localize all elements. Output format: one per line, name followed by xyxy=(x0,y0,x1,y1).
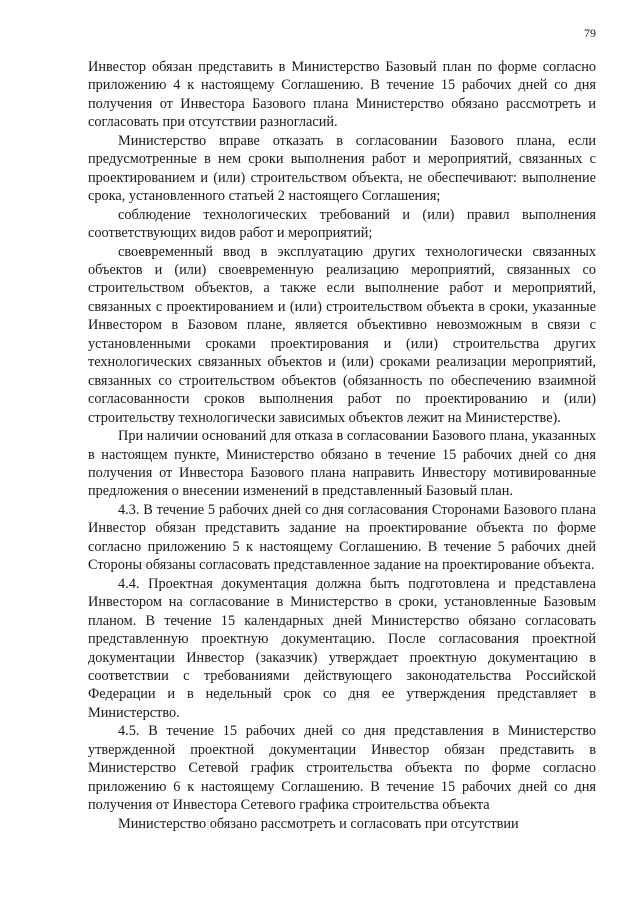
paragraph: При наличии оснований для отказа в согласовании Базового плана, указанных в настоящем пункте, Министерство обязано в течение 15 рабочих дней со дня получения от Инвестора Базового плана направить Инвестору мотивированные предложения о внесении изменений в представленный Базовый план. xyxy=(88,428,596,500)
paragraph: Инвестор обязан представить в Министерство Базовый план по форме согласно приложению 4 к настоящему Соглашению. В течение 15 рабочих дней со дня получения от Инвестора Базового плана Министерство обязано рассмотреть и согласовать при отсутствии разногласий. xyxy=(88,59,596,131)
paragraph: Министерство вправе отказать в согласовании Базового плана, если предусмотренные в нем сроки выполнения работ и мероприятий, связанных с проектированием и (или) строительством объекта, не обеспечивают: выполнение срока, установленного статьей 2 настоящего Соглашения; xyxy=(88,132,596,205)
page-number: 79 xyxy=(584,26,596,40)
paragraph: 4.4. Проектная документация должна быть подготовлена и представлена Инвестором на согласование в Министерство в сроки, установленные Базовым планом. В течение 15 календарных дней Министерство обязано согласовать представленную проектную документацию. После согласования проектной документации Инвестор (заказчик) утверждает проектную документацию в соответствии с требованиями действующего законодательства Российской Федерации и в недельный срок со дня ее утверждения представляет в Министерство. xyxy=(88,575,596,721)
paragraph: 4.3. В течение 5 рабочих дней со дня согласования Сторонами Базового плана Инвестор обязан представить задание на проектирование объекта по форме согласно приложению 5 к настоящему Соглашению. В течение 5 рабочих дней Стороны обязаны согласовать представленное задание на проектирование объекта. xyxy=(88,501,596,574)
paragraph: своевременный ввод в эксплуатацию других технологически связанных объектов и (или) своевременную реализацию мероприятий, связанных со строительством объектов, а также если выполнение работ и мероприятий, связанных с проектированием и (или) строительством объекта в сроки, указанные Инвестором в Базовом плане, является объективно невозможным в связи с установленными сроками проектирования и (или) строительства других технологических связанных объектов и (или) сроками реализации мероприятий, связанных со строительством объектов (обязанность по обеспечению взаимной согласованности сроков выполнения работ по проектированию и (или) строительству технологически зависимых объектов лежит на Министерстве). xyxy=(88,243,596,426)
paragraph: 4.5. В течение 15 рабочих дней со дня представления в Министерство утвержденной проектной документации Инвестор обязан представить в Министерство Сетевой график строительства объекта по форме согласно приложению 6 к настоящему Соглашению. В течение 15 рабочих дней со дня получения от Инвестора Сетевого графика строительства объекта xyxy=(88,723,596,814)
body-text xyxy=(88,58,596,833)
paragraph: соблюдение технологических требований и (или) правил выполнения соответствующих видов работ и мероприятий; xyxy=(88,206,596,242)
paragraph: Министерство обязано рассмотреть и согласовать при отсутствии xyxy=(118,815,519,832)
